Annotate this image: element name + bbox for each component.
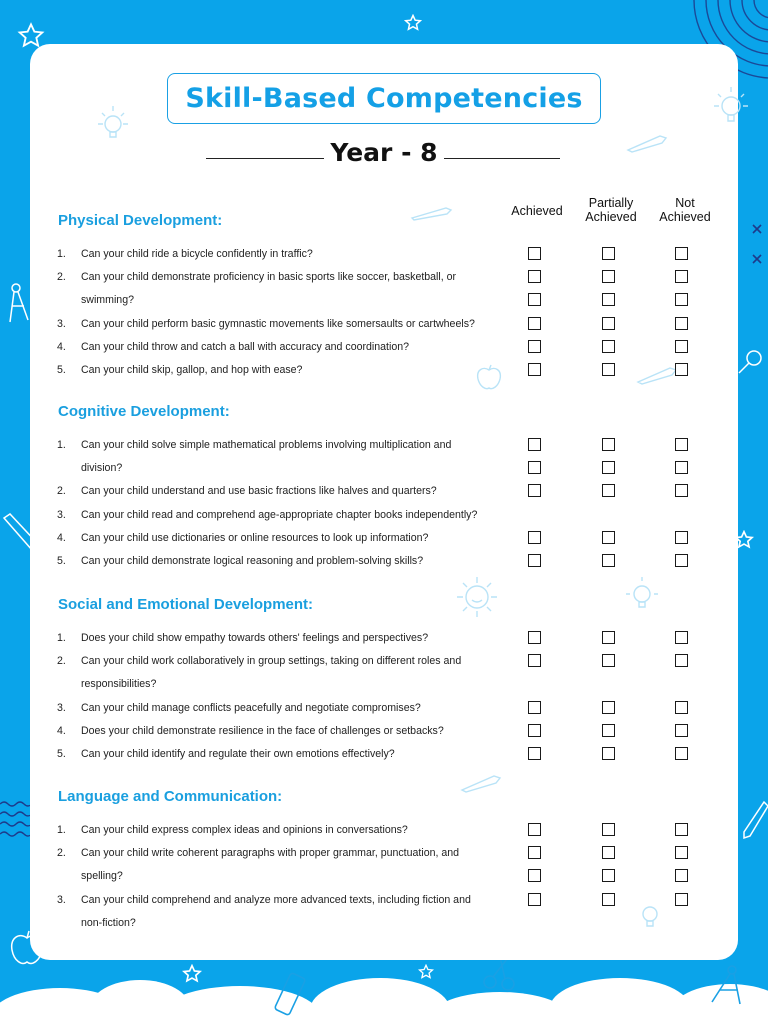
- question-number: 4.: [57, 724, 66, 737]
- partially-achieved-checkbox[interactable]: [602, 724, 615, 737]
- cross-icon: [752, 254, 762, 264]
- wave-icon: [0, 800, 32, 846]
- achieved-checkbox[interactable]: [528, 869, 541, 882]
- achieved-checkbox[interactable]: [528, 340, 541, 353]
- column-not-achieved: Not Achieved: [659, 196, 711, 224]
- question-text: Can your child solve simple mathematical problems involving multiplication and: [81, 439, 452, 451]
- achieved-checkbox[interactable]: [528, 893, 541, 906]
- question-text: Can your child write coherent paragraphs with proper grammar, punctuation, and: [81, 847, 460, 860]
- year-divider-right: [444, 158, 560, 159]
- achieved-checkbox[interactable]: [528, 531, 541, 544]
- question-text: Can your child comprehend and analyze more advanced texts, including fiction and: [81, 893, 471, 906]
- achieved-checkbox[interactable]: [528, 654, 541, 667]
- not-achieved-checkbox[interactable]: [675, 340, 688, 353]
- not-achieved-checkbox[interactable]: [675, 869, 688, 882]
- question-number: 5.: [57, 555, 66, 567]
- partially-achieved-checkbox[interactable]: [602, 893, 615, 906]
- not-achieved-checkbox[interactable]: [675, 631, 688, 644]
- partially-achieved-checkbox[interactable]: [602, 869, 615, 882]
- question-text: Can your child understand and use basic fractions like halves and quarters?: [81, 485, 437, 498]
- not-achieved-checkbox[interactable]: [675, 270, 688, 283]
- not-achieved-checkbox[interactable]: [675, 293, 688, 306]
- lightbulb-icon: [620, 574, 664, 618]
- star-icon: [404, 14, 422, 32]
- achieved-checkbox[interactable]: [528, 724, 541, 737]
- question-number: 3.: [57, 317, 66, 330]
- not-achieved-checkbox[interactable]: [675, 846, 688, 859]
- lightbulb-icon: [90, 102, 136, 148]
- not-achieved-checkbox[interactable]: [675, 461, 688, 474]
- achieved-checkbox[interactable]: [528, 554, 541, 567]
- year-label: Year - 8: [330, 138, 438, 167]
- achieved-checkbox[interactable]: [528, 747, 541, 760]
- question-number: 2.: [57, 485, 66, 498]
- column-achieved: Achieved: [511, 204, 563, 218]
- partially-achieved-checkbox[interactable]: [602, 340, 615, 353]
- section-title: Physical Development:: [58, 212, 223, 229]
- not-achieved-checkbox[interactable]: [675, 531, 688, 544]
- compass-icon: [6, 282, 32, 328]
- worksheet-card: [30, 44, 738, 960]
- pencil-icon: [410, 204, 454, 222]
- section-title: Cognitive Development:: [58, 403, 230, 420]
- achieved-checkbox[interactable]: [528, 438, 541, 451]
- achieved-checkbox[interactable]: [528, 461, 541, 474]
- question-text: Can your child express complex ideas and opinions in conversations?: [81, 824, 408, 836]
- partially-achieved-checkbox[interactable]: [602, 270, 615, 283]
- question-text: Can your child read and comprehend age-appropriate chapter books independently?: [81, 508, 478, 521]
- question-text: division?: [81, 462, 123, 475]
- pin-icon: [736, 348, 764, 376]
- pencil-icon: [636, 364, 680, 386]
- partially-achieved-checkbox[interactable]: [602, 846, 615, 859]
- column-partially-achieved: Partially Achieved: [585, 196, 637, 224]
- achieved-checkbox[interactable]: [528, 846, 541, 859]
- question-number: 4.: [57, 531, 66, 544]
- section-title: Social and Emotional Development:: [58, 596, 314, 613]
- question-text: Can your child demonstrate logical reasoning and problem-solving skills?: [81, 555, 424, 567]
- partially-achieved-checkbox[interactable]: [602, 654, 615, 667]
- question-text: swimming?: [81, 294, 134, 307]
- not-achieved-checkbox[interactable]: [675, 654, 688, 667]
- question-text: Can your child work collaboratively in group settings, taking on different roles and: [81, 655, 462, 668]
- question-text: Does your child show empathy towards others' feelings and perspectives?: [81, 632, 429, 644]
- lightbulb-icon: [630, 896, 670, 936]
- not-achieved-checkbox[interactable]: [675, 363, 688, 376]
- ruler-icon: [270, 970, 310, 1020]
- achieved-checkbox[interactable]: [528, 247, 541, 260]
- question-number: 1.: [57, 248, 66, 260]
- question-number: 1.: [57, 632, 66, 644]
- not-achieved-checkbox[interactable]: [675, 438, 688, 451]
- page-title: Skill-Based Competencies: [185, 83, 583, 114]
- question-number: 3.: [57, 701, 66, 714]
- partially-achieved-checkbox[interactable]: [602, 247, 615, 260]
- question-number: 4.: [57, 340, 66, 353]
- partially-achieved-checkbox[interactable]: [602, 554, 615, 567]
- question-text: Can your child manage conflicts peacefully and negotiate compromises?: [81, 701, 421, 714]
- cloud-icon: [0, 958, 768, 1024]
- pencil-icon: [742, 800, 768, 840]
- question-text: Can your child throw and catch a ball with accuracy and coordination?: [81, 340, 410, 353]
- achieved-checkbox[interactable]: [528, 293, 541, 306]
- sun-icon: [454, 574, 500, 620]
- question-text: Can your child ride a bicycle confidently in traffic?: [81, 248, 313, 260]
- question-number: 5.: [57, 748, 66, 760]
- partially-achieved-checkbox[interactable]: [602, 631, 615, 644]
- question-number: 2.: [57, 847, 66, 860]
- not-achieved-checkbox[interactable]: [675, 554, 688, 567]
- year-divider-left: [206, 158, 324, 159]
- partially-achieved-checkbox[interactable]: [602, 461, 615, 474]
- compass-icon: [706, 962, 746, 1008]
- partially-achieved-checkbox[interactable]: [602, 823, 615, 836]
- not-achieved-checkbox[interactable]: [675, 484, 688, 497]
- achieved-checkbox[interactable]: [528, 484, 541, 497]
- partially-achieved-checkbox[interactable]: [602, 747, 615, 760]
- question-text: Can your child demonstrate proficiency in basic sports like soccer, basketball, or: [81, 271, 457, 284]
- partially-achieved-checkbox[interactable]: [602, 363, 615, 376]
- question-text: Can your child skip, gallop, and hop with ease?: [81, 364, 303, 376]
- section-title: Language and Communication:: [58, 788, 283, 805]
- question-text: Can your child use dictionaries or online resources to look up information?: [81, 531, 429, 544]
- question-number: 3.: [57, 893, 66, 906]
- pencil-icon: [626, 132, 670, 154]
- achieved-checkbox[interactable]: [528, 270, 541, 283]
- question-text: responsibilities?: [81, 678, 157, 691]
- question-text: Does your child demonstrate resilience in the face of challenges or setbacks?: [81, 724, 444, 737]
- not-achieved-checkbox[interactable]: [675, 317, 688, 330]
- not-achieved-checkbox[interactable]: [675, 701, 688, 714]
- question-number: 1.: [57, 439, 66, 451]
- achieved-checkbox[interactable]: [528, 631, 541, 644]
- partially-achieved-checkbox[interactable]: [602, 484, 615, 497]
- not-achieved-checkbox[interactable]: [675, 823, 688, 836]
- lightbulb-icon: [708, 84, 754, 134]
- title-box: [167, 73, 601, 124]
- partially-achieved-checkbox[interactable]: [602, 438, 615, 451]
- question-number: 5.: [57, 364, 66, 376]
- achieved-checkbox[interactable]: [528, 317, 541, 330]
- question-number: 2.: [57, 655, 66, 668]
- not-achieved-checkbox[interactable]: [675, 247, 688, 260]
- question-number: 1.: [57, 824, 66, 836]
- question-text: non-fiction?: [81, 916, 136, 929]
- pencil-icon: [460, 772, 504, 794]
- achieved-checkbox[interactable]: [528, 823, 541, 836]
- question-number: 3.: [57, 508, 66, 521]
- cross-icon: [752, 224, 762, 234]
- achieved-checkbox[interactable]: [528, 701, 541, 714]
- not-achieved-checkbox[interactable]: [675, 893, 688, 906]
- question-text: Can your child identify and regulate their own emotions effectively?: [81, 748, 395, 760]
- question-text: spelling?: [81, 870, 123, 883]
- partially-achieved-checkbox[interactable]: [602, 317, 615, 330]
- not-achieved-checkbox[interactable]: [675, 724, 688, 737]
- not-achieved-checkbox[interactable]: [675, 747, 688, 760]
- partially-achieved-checkbox[interactable]: [602, 293, 615, 306]
- achieved-checkbox[interactable]: [528, 363, 541, 376]
- partially-achieved-checkbox[interactable]: [602, 701, 615, 714]
- question-text: Can your child perform basic gymnastic movements like somersaults or cartwheels?: [81, 317, 475, 330]
- partially-achieved-checkbox[interactable]: [602, 531, 615, 544]
- question-number: 2.: [57, 271, 66, 284]
